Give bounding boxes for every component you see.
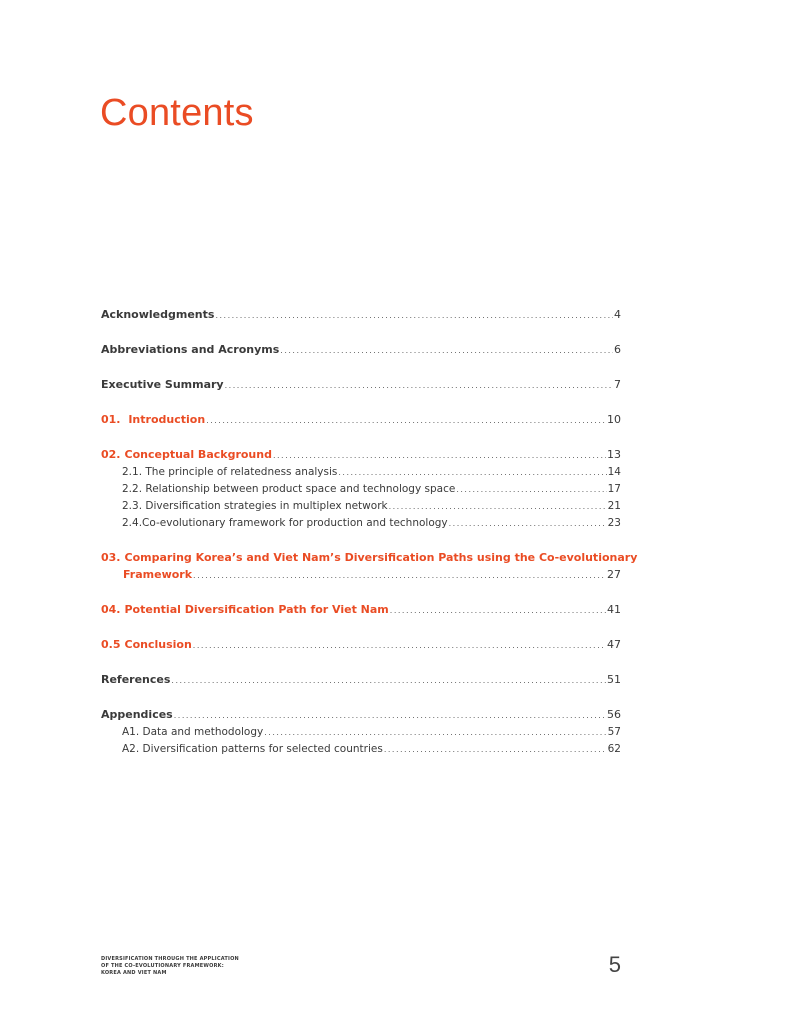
toc-page-number: 17 [607,483,621,495]
toc-page-number: 14 [607,466,621,478]
toc-label: 2.1. The principle of relatedness analysis [122,466,338,478]
chapter-number: 02. [101,448,121,461]
dot-leader [280,342,613,359]
toc-label: 2.3. Diversification strategies in multiplex network [122,500,388,512]
chapter-number: 0.5 [101,638,121,651]
dot-leader [225,377,613,394]
toc-entry-acknowledgments[interactable] [101,306,621,324]
dot-leader [273,447,606,464]
toc-entry-conceptual-background[interactable] [101,446,621,464]
chapter-number: 04. [101,603,121,616]
toc-subentry[interactable] [101,481,621,498]
toc-label: 2.2. Relationship between product space and technology space [122,483,456,495]
table-of-contents [101,306,638,758]
footer-line: KOREA AND VIET NAM [101,970,167,976]
toc-entry-comparing-paths[interactable] [101,549,638,584]
toc-label: Conclusion [124,638,192,651]
toc-label: References [101,673,171,686]
dot-leader [193,637,606,654]
toc-page-number: 6 [614,343,621,356]
toc-page-number: 62 [607,743,621,755]
dot-leader [449,515,607,532]
dot-leader [215,307,613,324]
dot-leader [174,707,606,724]
toc-subentry[interactable] [101,464,621,481]
dot-leader [338,464,606,481]
toc-label: 2.4.Co-evolutionary framework for production and technology [122,517,448,529]
toc-label-line-2: Framework [123,568,193,581]
toc-label-line-1: 03. Comparing Korea’s and Viet Nam’s Diversification Paths using the Co-evolutionary [101,551,638,564]
toc-label: Introduction [128,413,206,426]
toc-page-number: 57 [607,726,621,738]
toc-entry-abbreviations[interactable] [101,341,621,359]
toc-subentry[interactable] [101,741,621,758]
toc-label: Abbreviations and Acronyms [101,343,280,356]
toc-entry-potential-path[interactable] [101,601,621,619]
footer-line: DIVERSIFICATION THROUGH THE APPLICATION [101,956,239,962]
toc-page-number: 4 [614,308,621,321]
dot-leader [171,672,606,689]
dot-leader [456,481,606,498]
toc-label: Potential Diversification Path for Viet Nam [124,603,389,616]
toc-entry-conclusion[interactable] [101,636,621,654]
page-title: Contents [100,92,254,134]
toc-page-number: 41 [607,603,621,616]
toc-page-number: 7 [614,378,621,391]
dot-leader [389,498,607,515]
toc-page-number: 56 [607,708,621,721]
toc-entry-executive-summary[interactable] [101,376,621,394]
dot-leader [384,741,607,758]
dot-leader [264,724,606,741]
toc-label: A1. Data and methodology [122,726,264,738]
toc-label: A2. Diversification patterns for selected countries [122,743,383,755]
dot-leader [193,567,606,584]
toc-label: Conceptual Background [124,448,272,461]
toc-label: Executive Summary [101,378,224,391]
toc-page-number: 10 [607,413,621,426]
footer-line: OF THE CO-EVOLUTIONARY FRAMEWORK: [101,963,224,969]
toc-entry-appendices[interactable] [101,706,621,724]
toc-subentry[interactable] [101,498,621,515]
toc-label: Appendices [101,708,173,721]
toc-entry-introduction[interactable] [101,411,621,429]
chapter-number: 01. [101,413,121,426]
toc-subentry[interactable] [101,515,621,532]
toc-page-number: 47 [607,638,621,651]
toc-entry-references[interactable] [101,671,621,689]
dot-leader [206,412,606,429]
dot-leader [390,602,606,619]
page-number: 5 [608,952,621,977]
toc-page-number: 13 [607,448,621,461]
toc-subentry[interactable] [101,724,621,741]
footer-running-title [101,956,239,977]
toc-page-number: 23 [607,517,621,529]
toc-page-number: 27 [607,568,621,581]
toc-label: Acknowledgments [101,308,215,321]
toc-page-number: 21 [607,500,621,512]
chapter-number: 03. [101,551,121,564]
toc-page-number: 51 [607,673,621,686]
